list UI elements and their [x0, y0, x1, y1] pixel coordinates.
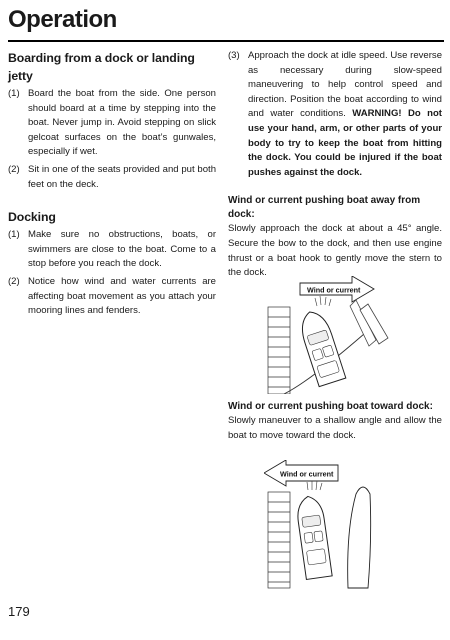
warning-text: WARNING! Do not use your hand, arm, or other parts of your body to try to keep the boat from hitting the dock. You could be injured if the boat pushes against the dock. — [248, 108, 442, 178]
item3-body: Approach the dock at idle speed. Use reverse as necessary during slow-speed maneuvering to help control speed and direction. Position the boat according to wind and water conditions. — [248, 50, 442, 120]
toward-heading: Wind or current pushing boat toward dock: — [228, 401, 433, 412]
figure-away-from-dock — [264, 276, 440, 394]
boarding-item-1 — [8, 87, 216, 160]
figure-away-svg — [264, 276, 440, 394]
figure-toward-dock — [264, 460, 374, 590]
list-text: Sit in one of the seats provided and put both feet on the deck. — [28, 163, 216, 190]
list-number: (2) — [8, 163, 20, 175]
fig1-arrow-label: Wind or current — [307, 285, 361, 295]
page-title: Operation — [8, 6, 117, 33]
right-column-lower — [228, 400, 442, 443]
left-column — [8, 49, 216, 322]
docking-heading: Docking — [8, 210, 56, 225]
away-heading: Wind or current pushing boat away from dock: — [228, 195, 421, 221]
figure-toward-svg — [264, 460, 374, 590]
away-text: Slowly approach the dock at about a 45° angle. Secure the bow to the dock, and then use engine thrust or a boat hook to gently move the stern to the dock. — [228, 223, 442, 279]
docking-item-3 — [228, 49, 442, 180]
boarding-heading: Boarding from a dock or landing jetty — [8, 51, 195, 83]
spacer — [228, 183, 442, 194]
list-text: Make sure no obstructions, boats, or swimmers are close to the boat. Come to a stop before you reach the dock. — [28, 229, 216, 270]
right-column — [228, 49, 442, 281]
list-text — [248, 49, 442, 180]
list-text: Board the boat from the side. One person should board at a time by stepping into the boat. Never jump in. Avoid stepping on slick gelcoat surfaces on the boat’s gunwales, especially if wet. — [28, 88, 216, 158]
page-number: 179 — [8, 604, 30, 619]
list-number: (1) — [8, 88, 20, 99]
boarding-item-2 — [8, 163, 216, 192]
docking-item-2 — [8, 275, 216, 319]
fig2-arrow-label: Wind or current — [280, 469, 334, 479]
list-number: (1) — [8, 229, 20, 241]
list-text: Notice how wind and water currents are affecting boat movement as you attach your mooring lines and fenders. — [28, 275, 216, 317]
list-number: (3) — [228, 50, 240, 61]
list-number: (2) — [8, 275, 20, 287]
header-rule — [8, 40, 444, 42]
spacer — [8, 195, 216, 208]
toward-text: Slowly maneuver to a shallow angle and allow the boat to move toward the dock. — [228, 415, 442, 441]
docking-item-1 — [8, 228, 216, 272]
